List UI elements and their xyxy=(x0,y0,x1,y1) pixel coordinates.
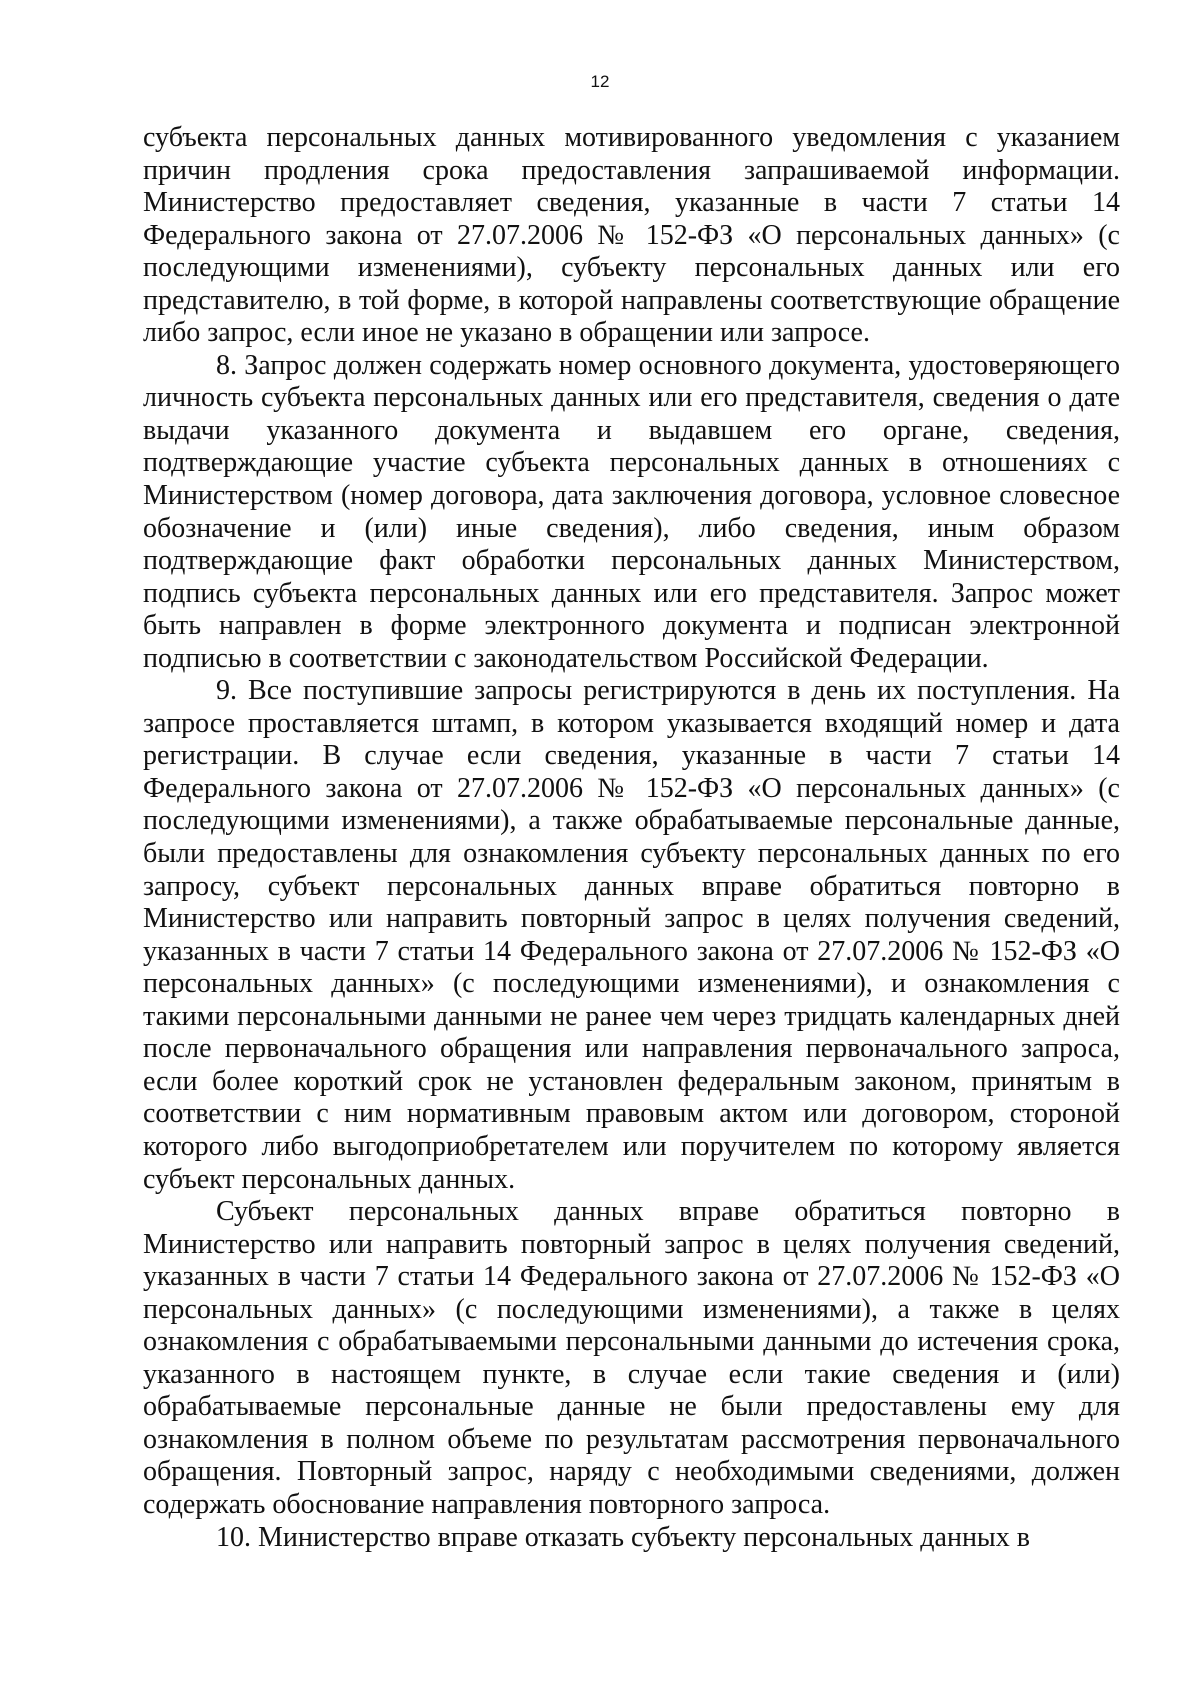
paragraph-item-10: 10. Министерство вправе отказать субъекту персональных данных в xyxy=(216,1521,1030,1553)
document-body xyxy=(143,122,1120,1554)
paragraph-continuation: субъекта персональных данных мотивированного уведомления с указанием причин продления срока предоставления запрашиваемой информации. Министерство предоставляет сведения, указанные в части 7 статьи 14 Федерального закона от 27.07.2006 № 152-ФЗ «О персональных данных» (с последующими изменениями), субъекту персональных данных или его представителю, в той форме, в которой направлены соответствующие обращение либо запрос, если иное не указано в обращении или запросе. xyxy=(143,122,1120,349)
paragraph-item-9-repeat-request: Субъект персональных данных вправе обратиться повторно в Министерство или направить повторный запрос в целях получения сведений, указанных в части 7 статьи 14 Федерального закона от 27.07.2006 № 152-ФЗ «О персональных данных» (с последующими изменениями), а также в целях ознакомления с обрабатываемыми персональными данными до истечения срока, указанного в настоящем пункте, в случае если такие сведения и (или) обрабатываемые персональные данные не были предоставлены ему для ознакомления в полном объеме по результатам рассмотрения первоначального обращения. Повторный запрос, наряду с необходимыми сведениями, должен содержать обоснование направления повторного запроса. xyxy=(143,1196,1120,1520)
paragraph-item-8: 8. Запрос должен содержать номер основного документа, удостоверяющего личность субъекта персональных данных или его представителя, сведения о дате выдачи указанного документа и выдавшем его органе, сведения, подтверждающие участие субъекта персональных данных в отношениях с Министерством (номер договора, дата заключения договора, условное словесное обозначение и (или) иные сведения), либо сведения, иным образом подтверждающие факт обработки персональных данных Министерством, подпись субъекта персональных данных или его представителя. Запрос может быть направлен в форме электронного документа и подписан электронной подписью в соответствии с законодательством Российской Федерации. xyxy=(143,349,1120,674)
paragraph-item-9: 9. Все поступившие запросы регистрируются в день их поступления. На запросе проставляется штамп, в котором указывается входящий номер и дата регистрации. В случае если сведения, указанные в части 7 статьи 14 Федерального закона от 27.07.2006 № 152-ФЗ «О персональных данных» (с последующими изменениями), а также обрабатываемые персональные данные, были предоставлены для ознакомления субъекту персональных данных по его запросу, субъект персональных данных вправе обратиться повторно в Министерство или направить повторный запрос в целях получения сведений, указанных в части 7 статьи 14 Федерального закона от 27.07.2006 № 152-ФЗ «О персональных данных» (с последующими изменениями), и ознакомления с такими персональными данными не ранее чем через тридцать календарных дней после первоначального обращения или направления первоначального запроса, если более короткий срок не установлен федеральным законом, принятым в соответствии с ним нормативным правовым актом или договором, стороной которого либо выгодоприобретателем или поручителем по которому является субъект персональных данных. xyxy=(143,675,1120,1195)
page-number: 12 xyxy=(590,72,610,91)
